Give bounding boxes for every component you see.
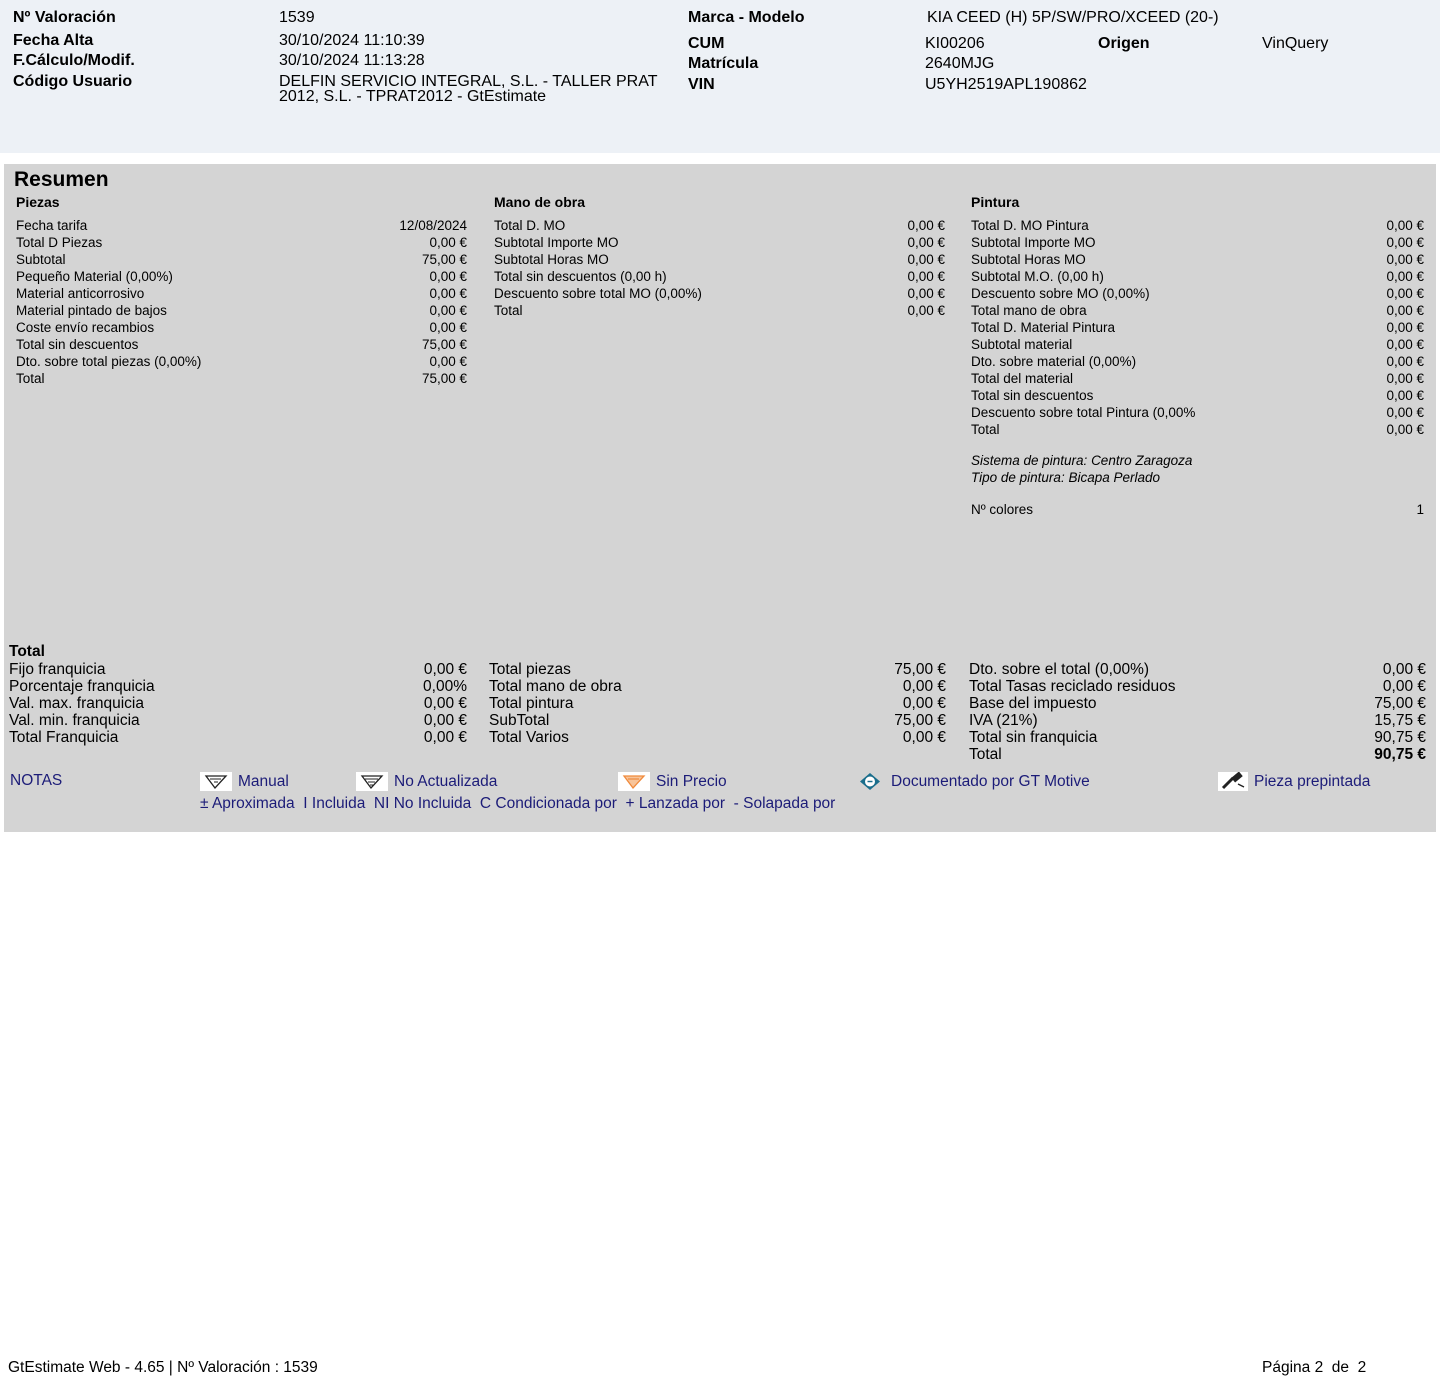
codigo-usuario-value: DELFIN SERVICIO INTEGRAL, S.L. - TALLER PRAT 2012, S.L. - TPRAT2012 - GtEstimate bbox=[279, 73, 658, 105]
estimate-header bbox=[0, 0, 1440, 153]
row-label: Total bbox=[971, 422, 1000, 437]
row-value: 0,00% bbox=[423, 678, 467, 695]
pintura-row bbox=[971, 370, 1424, 387]
piezas-row bbox=[16, 302, 467, 319]
pintura-row bbox=[971, 421, 1424, 438]
mano-obra-row bbox=[494, 217, 945, 234]
origen-value: VinQuery bbox=[1262, 35, 1329, 52]
row-value: 0,00 € bbox=[1386, 252, 1424, 267]
pintura-row bbox=[971, 285, 1424, 302]
row-value: 0,00 € bbox=[1382, 678, 1426, 695]
row-value: 75,00 € bbox=[421, 252, 467, 267]
origen-label: Origen bbox=[1098, 35, 1150, 52]
legend-item-no-actualizada bbox=[356, 772, 497, 791]
row-label: Total del material bbox=[971, 371, 1074, 386]
row-value: 0,00 € bbox=[423, 729, 467, 746]
row-value: 15,75 € bbox=[1374, 712, 1426, 729]
legend-item-pieza-prepintada bbox=[1218, 772, 1370, 791]
row-label: Total D. Material Pintura bbox=[971, 320, 1116, 335]
row-label: Total sin descuentos bbox=[16, 337, 139, 352]
row-value: 0,00 € bbox=[902, 729, 946, 746]
legend-label: No Actualizada bbox=[394, 772, 498, 790]
row-label: Descuento sobre total MO (0,00%) bbox=[494, 286, 702, 301]
marca-modelo-label: Marca - Modelo bbox=[688, 9, 805, 26]
valoracion-value: 1539 bbox=[279, 9, 315, 26]
row-value: 0,00 € bbox=[1386, 388, 1424, 403]
row-label: Total piezas bbox=[489, 661, 571, 678]
row-label: Total bbox=[494, 303, 523, 318]
row-label: Total bbox=[16, 371, 45, 386]
pintura-row bbox=[971, 217, 1424, 234]
row-value: 0,00 € bbox=[1386, 337, 1424, 352]
mano-obra-row bbox=[494, 285, 945, 302]
totales-title: Total bbox=[9, 643, 45, 660]
row-label: Subtotal M.O. (0,00 h) bbox=[971, 269, 1104, 284]
piezas-row bbox=[16, 251, 467, 268]
pintura-row bbox=[971, 387, 1424, 404]
row-label: Subtotal Importe MO bbox=[494, 235, 619, 250]
row-label: Dto. sobre el total (0,00%) bbox=[969, 661, 1150, 678]
row-value: 0,00 € bbox=[423, 712, 467, 729]
matricula-label: Matrícula bbox=[688, 55, 759, 72]
footer-app-info: GtEstimate Web - 4.65 | Nº Valoración : 1539 bbox=[8, 1359, 318, 1376]
row-value: 1 bbox=[1416, 502, 1424, 517]
piezas-row bbox=[16, 319, 467, 336]
totales-row bbox=[9, 661, 467, 678]
row-label: Subtotal material bbox=[971, 337, 1073, 352]
totales-row bbox=[9, 729, 467, 746]
notas-text: NOTAS bbox=[10, 772, 63, 789]
row-label: Descuento sobre total Pintura (0,00% bbox=[971, 405, 1196, 420]
pintura-row bbox=[971, 302, 1424, 319]
piezas-row bbox=[16, 336, 467, 353]
totales-row bbox=[969, 729, 1426, 746]
row-label: Coste envío recambios bbox=[16, 320, 155, 335]
totales-row bbox=[489, 695, 946, 712]
row-value: 0,00 € bbox=[1386, 371, 1424, 386]
legend-item-sin-precio bbox=[618, 772, 727, 791]
totales-row bbox=[9, 712, 467, 729]
legend-item-gt-motive bbox=[855, 772, 1090, 791]
legend-label: Sin Precio bbox=[656, 772, 727, 790]
row-label: Val. min. franquicia bbox=[9, 712, 140, 729]
row-label: Total Franquicia bbox=[9, 729, 119, 746]
legend-label: Pieza prepintada bbox=[1254, 772, 1371, 790]
totales-row bbox=[489, 729, 946, 746]
vin-label: VIN bbox=[688, 76, 715, 93]
sin-precio-icon bbox=[618, 772, 650, 791]
row-value: 75,00 € bbox=[894, 712, 946, 729]
row-value: 0,00 € bbox=[429, 235, 467, 250]
row-value: 0,00 € bbox=[1386, 320, 1424, 335]
row-value: 75,00 € bbox=[421, 371, 467, 386]
fecha-calculo-value: 30/10/2024 11:13:28 bbox=[279, 52, 425, 69]
legend-codes bbox=[200, 795, 835, 813]
row-label: Val. max. franquicia bbox=[9, 695, 144, 712]
row-value: 0,00 € bbox=[429, 286, 467, 301]
cum-label: CUM bbox=[688, 35, 725, 52]
codigo-usuario-label: Código Usuario bbox=[13, 73, 133, 90]
totales-row bbox=[969, 661, 1426, 678]
row-value: 0,00 € bbox=[907, 286, 945, 301]
cum-value: KI00206 bbox=[925, 35, 985, 52]
row-value: 0,00 € bbox=[1386, 303, 1424, 318]
pintura-row bbox=[971, 353, 1424, 370]
row-value: 0,00 € bbox=[1386, 218, 1424, 233]
row-label: Material pintado de bajos bbox=[16, 303, 167, 318]
row-label: Total bbox=[969, 746, 1002, 763]
gt-motive-icon bbox=[855, 772, 885, 791]
row-label: Total mano de obra bbox=[489, 678, 622, 695]
grand-total-row bbox=[969, 746, 1426, 763]
row-label: Dto. sobre material (0,00%) bbox=[971, 354, 1137, 369]
mano-obra-row bbox=[494, 302, 945, 319]
legend-label: Manual bbox=[238, 772, 289, 790]
totales-row bbox=[489, 712, 946, 729]
row-value: 0,00 € bbox=[902, 678, 946, 695]
row-value: 0,00 € bbox=[1386, 405, 1424, 420]
pieza-prepintada-icon bbox=[1218, 772, 1248, 791]
row-label: Total D. MO bbox=[494, 218, 566, 233]
pintura-row bbox=[971, 234, 1424, 251]
pintura-row bbox=[971, 251, 1424, 268]
totales-row bbox=[489, 678, 946, 695]
row-label: Total Tasas reciclado residuos bbox=[969, 678, 1176, 695]
row-label: Total sin descuentos bbox=[971, 388, 1094, 403]
row-value: 0,00 € bbox=[1386, 269, 1424, 284]
row-label: Subtotal Importe MO bbox=[971, 235, 1096, 250]
mano-obra-row bbox=[494, 268, 945, 285]
vin-value: U5YH2519APL190862 bbox=[925, 76, 1087, 93]
no-actualizada-icon bbox=[356, 772, 388, 791]
grand-total-value: 90,75 € bbox=[1374, 746, 1426, 763]
pintura-row bbox=[971, 319, 1424, 336]
row-value: 0,00 € bbox=[1386, 354, 1424, 369]
pintura-row bbox=[971, 268, 1424, 285]
fecha-alta-value: 30/10/2024 11:10:39 bbox=[279, 32, 425, 49]
resumen-panel bbox=[4, 164, 1436, 832]
fecha-alta-label: Fecha Alta bbox=[13, 32, 94, 49]
row-value: 90,75 € bbox=[1374, 729, 1426, 746]
piezas-row bbox=[16, 353, 467, 370]
row-label: Nº colores bbox=[971, 502, 1033, 517]
row-value: 75,00 € bbox=[1374, 695, 1426, 712]
row-value: 0,00 € bbox=[429, 303, 467, 318]
row-label: Total D Piezas bbox=[16, 235, 103, 250]
fecha-calculo-label: F.Cálculo/Modif. bbox=[13, 52, 135, 69]
row-label: Subtotal Horas MO bbox=[494, 252, 609, 267]
mano-obra-row bbox=[494, 251, 945, 268]
notas-label bbox=[10, 772, 62, 790]
pintura-row bbox=[971, 404, 1424, 421]
row-label: Descuento sobre MO (0,00%) bbox=[971, 286, 1150, 301]
piezas-row bbox=[16, 268, 467, 285]
totales-row bbox=[9, 678, 467, 695]
page-number: Página 2 de 2 bbox=[1262, 1359, 1367, 1376]
row-value: 0,00 € bbox=[423, 661, 467, 678]
totales-row bbox=[969, 712, 1426, 729]
pintura-row bbox=[971, 336, 1424, 353]
row-label: Total sin descuentos (0,00 h) bbox=[494, 269, 667, 284]
row-label: Subtotal Horas MO bbox=[971, 252, 1086, 267]
row-value: 0,00 € bbox=[902, 695, 946, 712]
row-value: 0,00 € bbox=[1382, 661, 1426, 678]
row-label: Total Varios bbox=[489, 729, 569, 746]
totales-row bbox=[969, 678, 1426, 695]
totales-row bbox=[489, 661, 946, 678]
totales-row bbox=[9, 695, 467, 712]
row-label: Material anticorrosivo bbox=[16, 286, 145, 301]
piezas-title: Piezas bbox=[16, 194, 60, 210]
mano-obra-row bbox=[494, 234, 945, 251]
row-value: 0,00 € bbox=[907, 235, 945, 250]
row-value: 0,00 € bbox=[907, 252, 945, 267]
legend-item-manual bbox=[200, 772, 289, 791]
row-label: SubTotal bbox=[489, 712, 550, 729]
pintura-title: Pintura bbox=[971, 194, 1020, 210]
piezas-row bbox=[16, 285, 467, 302]
row-label: Subtotal bbox=[16, 252, 66, 267]
colores-row bbox=[971, 501, 1424, 518]
legend-label: Documentado por GT Motive bbox=[891, 772, 1090, 790]
row-label: IVA (21%) bbox=[969, 712, 1038, 729]
row-value: 0,00 € bbox=[1386, 422, 1424, 437]
row-label: Fecha tarifa bbox=[16, 218, 88, 233]
row-value: 0,00 € bbox=[907, 303, 945, 318]
row-value: 0,00 € bbox=[907, 218, 945, 233]
row-label: Base del impuesto bbox=[969, 695, 1097, 712]
row-value: 0,00 € bbox=[429, 354, 467, 369]
row-label: Fijo franquicia bbox=[9, 661, 106, 678]
row-value: 12/08/2024 bbox=[399, 218, 467, 233]
row-label: Total D. MO Pintura bbox=[971, 218, 1089, 233]
row-value: 75,00 € bbox=[894, 661, 946, 678]
row-value: 0,00 € bbox=[907, 269, 945, 284]
row-value: 0,00 € bbox=[1386, 286, 1424, 301]
row-label: Porcentaje franquicia bbox=[9, 678, 155, 695]
row-value: 0,00 € bbox=[423, 695, 467, 712]
mano-obra-title: Mano de obra bbox=[494, 194, 586, 210]
sistema-pintura: Sistema de pintura: Centro Zaragoza bbox=[971, 453, 1193, 468]
row-value: 0,00 € bbox=[429, 269, 467, 284]
row-label: Total mano de obra bbox=[971, 303, 1087, 318]
piezas-row bbox=[16, 234, 467, 251]
piezas-row bbox=[16, 217, 467, 234]
piezas-row bbox=[16, 370, 467, 387]
resumen-title: Resumen bbox=[14, 168, 109, 191]
legend-codes-text: ± Aproximada I Incluida NI No Incluida C Condicionada por + Lanzada por - Solapada por bbox=[200, 795, 836, 812]
row-value: 0,00 € bbox=[1386, 235, 1424, 250]
row-label: Total sin franquicia bbox=[969, 729, 1098, 746]
row-value: 0,00 € bbox=[429, 320, 467, 335]
row-value: 75,00 € bbox=[421, 337, 467, 352]
marca-modelo-value: KIA CEED (H) 5P/SW/PRO/XCEED (20-) bbox=[927, 9, 1219, 26]
totales-row bbox=[969, 695, 1426, 712]
row-label: Pequeño Material (0,00%) bbox=[16, 269, 173, 284]
row-label: Dto. sobre total piezas (0,00%) bbox=[16, 354, 202, 369]
manual-icon bbox=[200, 772, 232, 791]
valoracion-label: Nº Valoración bbox=[13, 9, 116, 26]
row-label: Total pintura bbox=[489, 695, 574, 712]
tipo-pintura: Tipo de pintura: Bicapa Perlado bbox=[971, 470, 1160, 485]
matricula-value: 2640MJG bbox=[925, 55, 995, 72]
